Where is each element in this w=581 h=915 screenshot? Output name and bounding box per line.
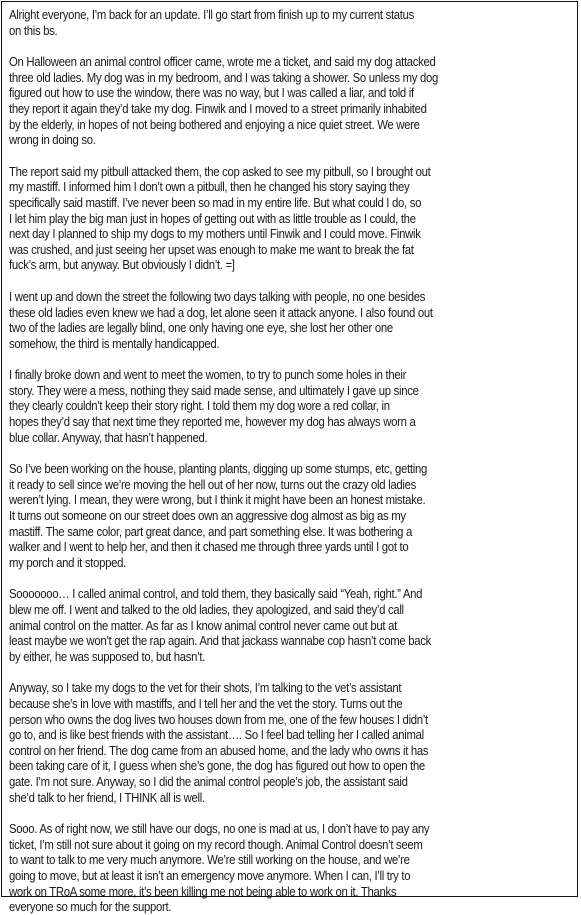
- paragraph-intro: Alright everyone, I’m back for an update. I’ll go start from finish up to my current status on this bs.: [9, 7, 415, 38]
- text-frame: [1, 1, 578, 915]
- paragraph-current-status: Sooo. As of right now, we still have our dogs, no one is mad at us, I don’t have to pay any ticket, I’m still not sure about it going on my record though. Animal Control doesn’t seem to want to talk to me very much anymore. We’re still working on the house, and we’re going to move, but at least it isn’t an emergency move anymore. When I can, I’ll try to work on TRoA some more, it’s been killing me not being able to work on it. Thanks everyone so much for the support.: [9, 821, 430, 915]
- paragraph-halloween-ticket: On Halloween an animal control officer came, wrote me a ticket, and said my dog attacked three old ladies. My dog was in my bedroom, and I was taking a shower. So unless my dog figured out how to use the window, there was no way, but I was called a liar, and told if they report it again they’d take my dog. Finwik and I moved to a street primarily inhabited by the elderly, in hopes of not being bothered and enjoying a nice quiet street. We were wrong in doing so.: [9, 54, 438, 148]
- paragraph-neighbors: I went up and down the street the following two days talking with people, no one besides these old ladies even knew we had a dog, let alone seen it attack anyone. I also found out two of the ladies are legally blind, one only having one eye, she lost her other one somehow, the third is mentally handicapped.: [9, 288, 433, 351]
- post-body: [9, 7, 575, 915]
- paragraph-aggressive-dog: So I’ve been working on the house, planting plants, digging up some stumps, etc, getting it ready to sell since we’re moving the hell out of her now, turns out the crazy old ladies weren’t lying. I mean, they were wrong, but I think it might have been an honest mistake. It turns out someone on our street does own an aggressive dog almost as big as my mastiff. The same color, part great dance, and part something else. It was bothering a walker and I went to help her, and then it chased me through three yards until I got to my porch and it stopped.: [9, 461, 428, 570]
- paragraph-animal-control-call: Sooooooo… I called animal control, and told them, they basically said “Yeah, right.” And blew me off. I went and talked to the old ladies, they apologized, and said they’d call animal control on the matter. As far as I know animal control never came out but at least maybe we won’t get the rap again. And that jackass wannabe cop hasn’t come back by either, he was supposed to, but hasn’t.: [9, 586, 432, 664]
- paragraph-pitbull-report: The report said my pitbull attacked them, the cop asked to see my pitbull, so I brought out my mastiff. I informed him I don’t own a pitbull, then he changed his story saying they specifically said mastiff. I’ve never been so mad in my entire life. But what could I do, so I let him play the big man just in hopes of getting out with as little trouble as I could, the next day I planned to ship my dogs to my mothers until Finwik and I could move. Finwik was crushed, and just seeing her upset was enough to make me want to break the fat fuck’s arm, but anyway. But obviously I didn’t. =]: [9, 163, 431, 273]
- paragraph-meeting-women: I finally broke down and went to meet the women, to try to punch some holes in their story. They were a mess, nothing they said made sense, and ultimately I gave up since they clearly couldn’t keep their story right. I told them my dog wore a red collar, in hopes they’d say that next time they reported me, however my dog has always worn a blue collar. Anyway, that hasn’t happened.: [9, 367, 419, 445]
- paragraph-vet-visit: Anyway, so I take my dogs to the vet for their shots, I’m talking to the vet’s assistant because she’s in love with mastiffs, and I tell her and the vet the story. Turns out the person who owns the dog lives two houses down from me, one of the few houses I didn’t go to, and is like best friends with the assistant…. So I feel bad telling her I called animal control on her friend. The dog came from an abused home, and the lady who owns it has been taking care of it, I guess when she’s gone, the dog has figured out how to open the gate. I’m not sure. Anyway, so I did the animal control people’s job, the assistant said she’d talk to her friend, I THINK all is well.: [9, 680, 429, 805]
